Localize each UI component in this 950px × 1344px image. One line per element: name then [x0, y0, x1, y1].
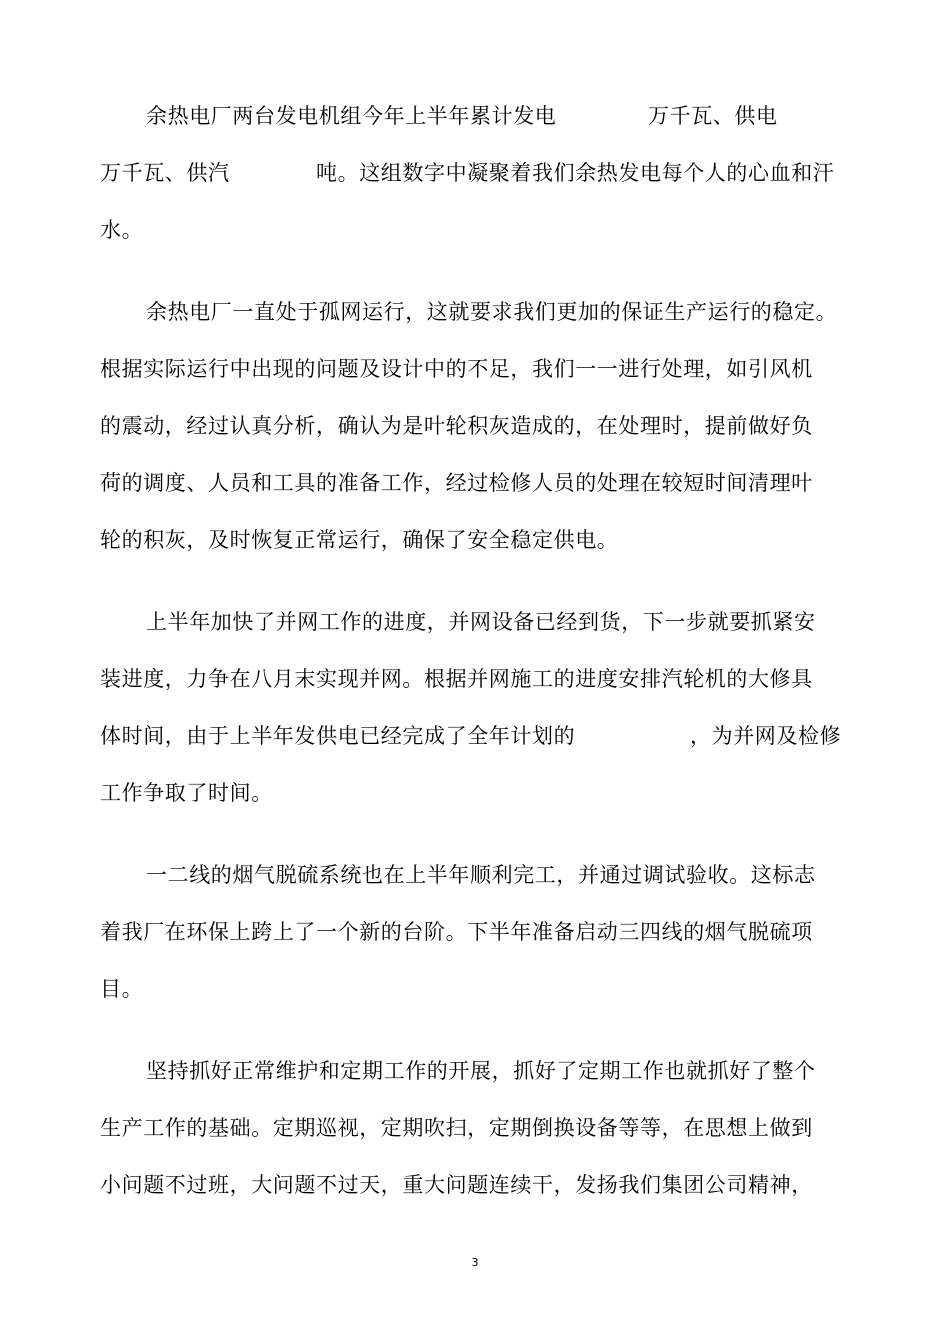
text-line: 水。 — [100, 218, 144, 242]
text-line: 装进度，力争在八月末实现并网。根据并网施工的进度安排汽轮机的大修具 — [100, 667, 813, 691]
text-line: 目。 — [100, 977, 144, 1001]
text-line: 工作争取了时间。 — [100, 781, 273, 805]
text-line: 荷的调度、人员和工具的准备工作，经过检修人员的处理在较短时间清理叶 — [100, 471, 813, 495]
text-line: 轮的积灰，及时恢复正常运行，确保了安全稳定供电。 — [100, 528, 619, 552]
text-line: 着我厂在环保上跨上了一个新的台阶。下半年准备启动三四线的烟气脱硫项 — [100, 920, 813, 944]
text-line: 体时间，由于上半年发供电已经完成了全年计划的 — [100, 724, 576, 748]
text-line: 根据实际运行中出现的问题及设计中的不足，我们一一进行处理，如引风机 — [100, 357, 813, 381]
text-line: 的震动，经过认真分析，确认为是叶轮积灰造成的，在处理时，提前做好负 — [100, 414, 813, 438]
text-line: 坚持抓好正常维护和定期工作的开展，抓好了定期工作也就抓好了整个 — [146, 1059, 816, 1083]
text-line: 吨。这组数字中凝聚着我们余热发电每个人的心血和汗 — [316, 161, 835, 185]
text-line: 万千瓦、供电 — [648, 104, 778, 128]
text-line: 小问题不过班，大问题不过天，重大问题连续干，发扬我们集团公司精神， — [100, 1173, 813, 1197]
text-line: 余热电厂两台发电机组今年上半年累计发电 — [146, 104, 557, 128]
text-line: 一二线的烟气脱硫系统也在上半年顺利完工，并通过调试验收。这标志 — [146, 863, 816, 887]
text-line: 上半年加快了并网工作的进度，并网设备已经到货，下一步就要抓紧安 — [146, 610, 816, 634]
text-line: ，为并网及检修 — [690, 724, 842, 748]
text-line: 生产工作的基础。定期巡视，定期吹扫，定期倒换设备等等，在思想上做到 — [100, 1116, 813, 1140]
page-number: 3 — [471, 1256, 479, 1269]
text-line: 余热电厂一直处于孤网运行，这就要求我们更加的保证生产运行的稳定。 — [146, 300, 838, 324]
text-line: 万千瓦、供汽 — [100, 161, 230, 185]
